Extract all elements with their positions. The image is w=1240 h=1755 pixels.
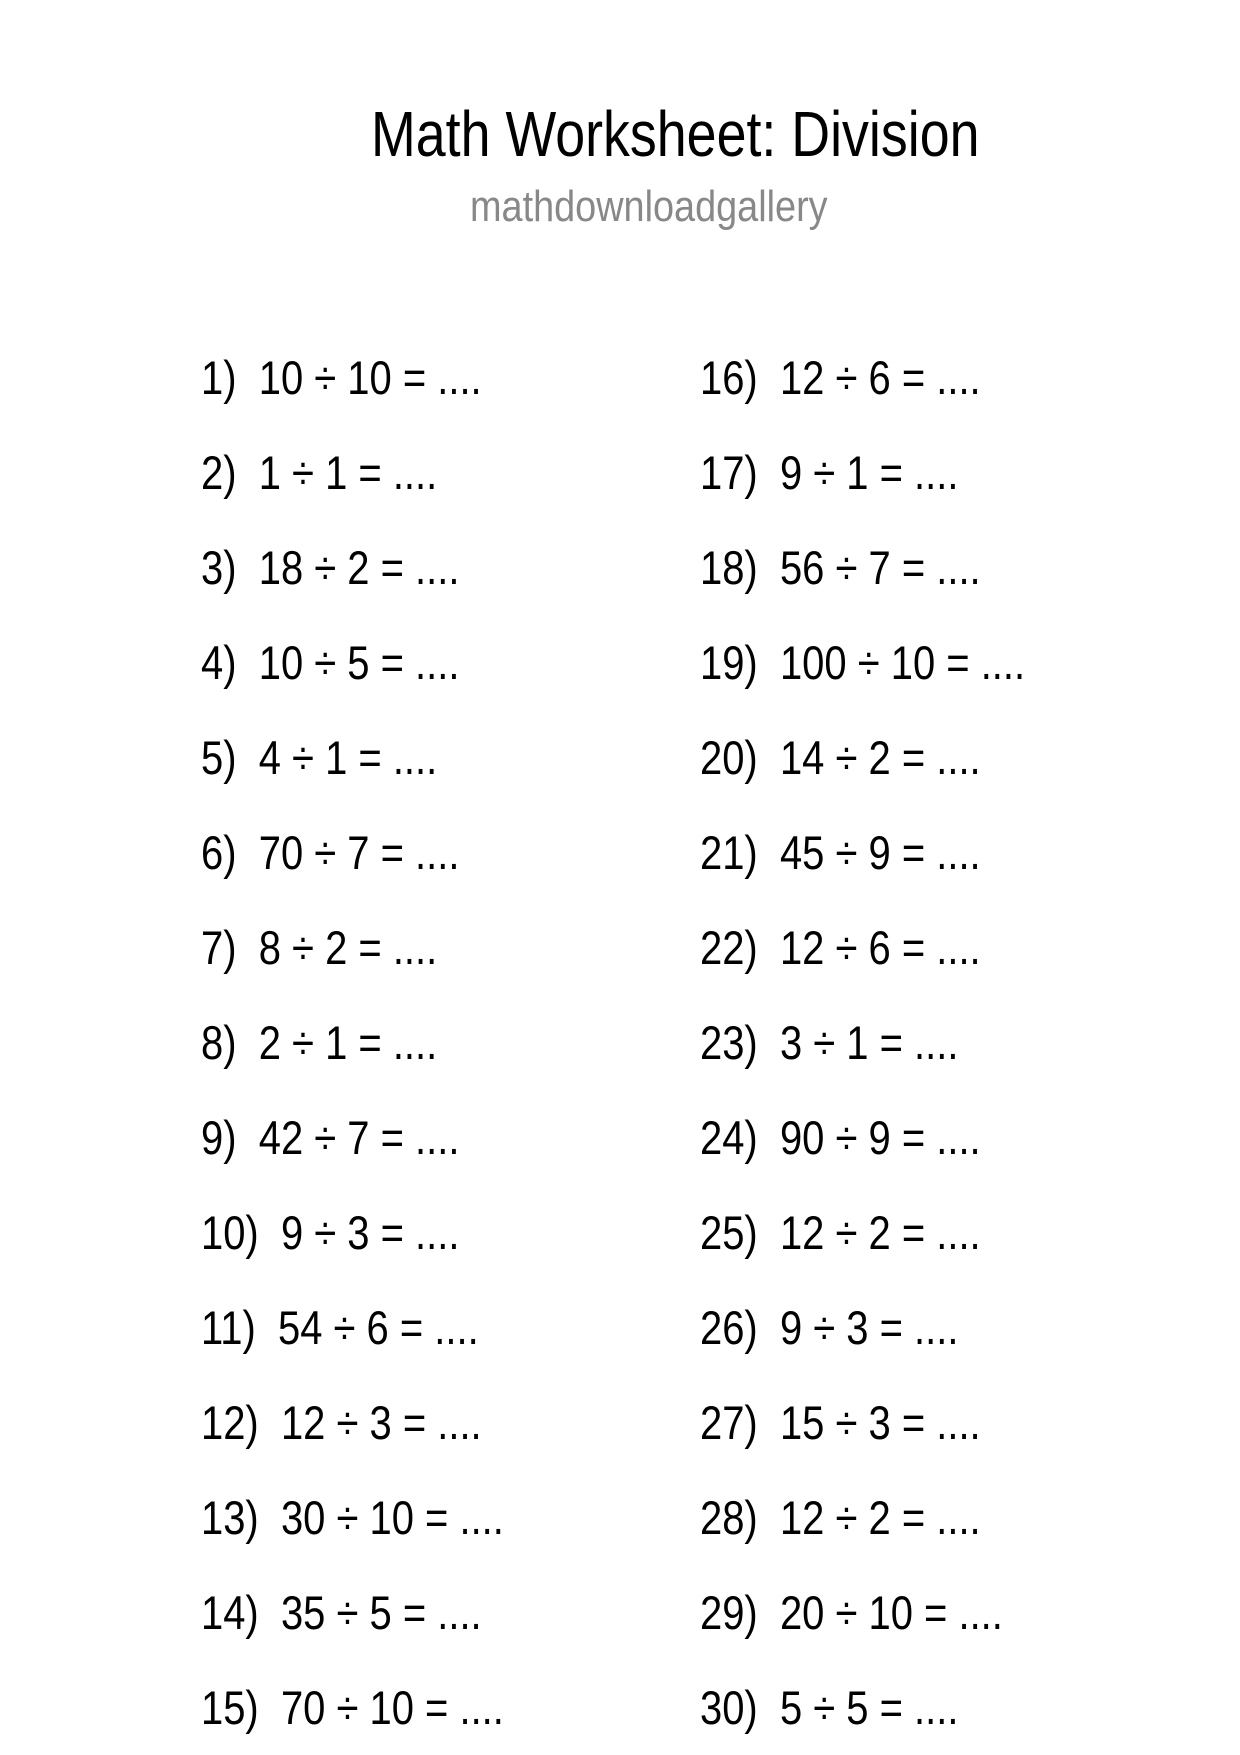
- problem-item: [201, 425, 504, 520]
- problem-number: 25): [700, 1206, 758, 1259]
- problem-number: 4): [201, 636, 237, 689]
- problem-number: 10): [201, 1206, 259, 1259]
- problem-expression: 70 ÷ 7 = ....: [258, 826, 460, 879]
- problem-item: [700, 1185, 1025, 1280]
- problem-number: 24): [700, 1111, 758, 1164]
- problem-item: [700, 425, 1025, 520]
- problem-item: [201, 995, 504, 1090]
- problem-expression: 35 ÷ 5 = ....: [280, 1586, 482, 1639]
- problem-number: 13): [201, 1491, 259, 1544]
- problem-item: [201, 1185, 504, 1280]
- problem-expression: 9 ÷ 3 = ....: [280, 1206, 460, 1259]
- problem-expression: 54 ÷ 6 = ....: [277, 1301, 479, 1354]
- problem-item: [700, 1280, 1025, 1375]
- problem-number: 29): [700, 1586, 758, 1639]
- problem-item: [700, 805, 1025, 900]
- problem-number: 18): [700, 541, 758, 594]
- problem-number: 14): [201, 1586, 259, 1639]
- problem-number: 16): [700, 351, 758, 404]
- problem-item: [201, 1280, 504, 1375]
- problem-item: [700, 520, 1025, 615]
- problem-expression: 1 ÷ 1 = ....: [258, 446, 438, 499]
- problem-item: [201, 1470, 504, 1565]
- problem-expression: 18 ÷ 2 = ....: [258, 541, 460, 594]
- problem-item: [700, 1660, 1025, 1755]
- problem-expression: 14 ÷ 2 = ....: [779, 731, 981, 784]
- problem-item: [700, 330, 1025, 425]
- problem-item: [201, 1090, 504, 1185]
- problem-number: 11): [201, 1301, 256, 1354]
- problem-expression: 100 ÷ 10 = ....: [779, 636, 1026, 689]
- problem-expression: 45 ÷ 9 = ....: [779, 826, 981, 879]
- problem-expression: 12 ÷ 3 = ....: [280, 1396, 482, 1449]
- problem-expression: 9 ÷ 3 = ....: [779, 1301, 959, 1354]
- problem-number: 15): [201, 1681, 259, 1734]
- problem-item: [201, 1375, 504, 1470]
- problem-item: [700, 995, 1025, 1090]
- problem-item: [201, 615, 504, 710]
- problem-expression: 12 ÷ 2 = ....: [779, 1206, 981, 1259]
- problem-number: 19): [700, 636, 758, 689]
- problem-expression: 20 ÷ 10 = ....: [779, 1586, 1003, 1639]
- problem-number: 20): [700, 731, 758, 784]
- problem-number: 7): [201, 921, 237, 974]
- problem-number: 12): [201, 1396, 259, 1449]
- problem-number: 1): [201, 351, 237, 404]
- problem-number: 30): [700, 1681, 758, 1734]
- problem-item: [201, 520, 504, 615]
- problem-item: [700, 615, 1025, 710]
- problem-number: 26): [700, 1301, 758, 1354]
- problem-number: 17): [700, 446, 758, 499]
- problem-number: 27): [700, 1396, 758, 1449]
- problem-item: [700, 1565, 1025, 1660]
- problem-number: 23): [700, 1016, 758, 1069]
- problem-expression: 2 ÷ 1 = ....: [258, 1016, 438, 1069]
- problem-number: 2): [201, 446, 237, 499]
- problem-expression: 9 ÷ 1 = ....: [779, 446, 959, 499]
- problem-expression: 10 ÷ 10 = ....: [258, 351, 482, 404]
- problem-item: [201, 710, 504, 805]
- problem-item: [201, 1565, 504, 1660]
- page-subtitle: mathdownloadgallery: [470, 182, 828, 231]
- problem-number: 6): [201, 826, 237, 879]
- problem-number: 9): [201, 1111, 237, 1164]
- problem-expression: 42 ÷ 7 = ....: [258, 1111, 460, 1164]
- problem-number: 3): [201, 541, 237, 594]
- problem-item: [700, 1375, 1025, 1470]
- page-title: Math Worksheet: Division: [371, 98, 980, 170]
- problem-expression: 10 ÷ 5 = ....: [258, 636, 460, 689]
- problem-expression: 8 ÷ 2 = ....: [258, 921, 438, 974]
- problem-expression: 5 ÷ 5 = ....: [779, 1681, 959, 1734]
- problem-expression: 56 ÷ 7 = ....: [779, 541, 981, 594]
- problem-item: [201, 1660, 504, 1755]
- problem-number: 28): [700, 1491, 758, 1544]
- problem-number: 21): [700, 826, 758, 879]
- problem-item: [700, 710, 1025, 805]
- problem-expression: 12 ÷ 6 = ....: [779, 921, 981, 974]
- problem-expression: 3 ÷ 1 = ....: [779, 1016, 959, 1069]
- problems-column-left: [201, 330, 557, 1755]
- problem-expression: 12 ÷ 2 = ....: [779, 1491, 981, 1544]
- problem-expression: 30 ÷ 10 = ....: [280, 1491, 504, 1544]
- problem-item: [700, 900, 1025, 995]
- problem-number: 22): [700, 921, 758, 974]
- problem-expression: 4 ÷ 1 = ....: [258, 731, 438, 784]
- problem-expression: 15 ÷ 3 = ....: [779, 1396, 981, 1449]
- problem-item: [700, 1090, 1025, 1185]
- problems-column-right: [700, 330, 1082, 1755]
- problem-number: 5): [201, 731, 237, 784]
- problem-expression: 12 ÷ 6 = ....: [779, 351, 981, 404]
- problem-item: [201, 330, 504, 425]
- problem-item: [201, 900, 504, 995]
- problem-item: [201, 805, 504, 900]
- problem-expression: 90 ÷ 9 = ....: [779, 1111, 981, 1164]
- problem-item: [700, 1470, 1025, 1565]
- problem-expression: 70 ÷ 10 = ....: [280, 1681, 504, 1734]
- problem-number: 8): [201, 1016, 237, 1069]
